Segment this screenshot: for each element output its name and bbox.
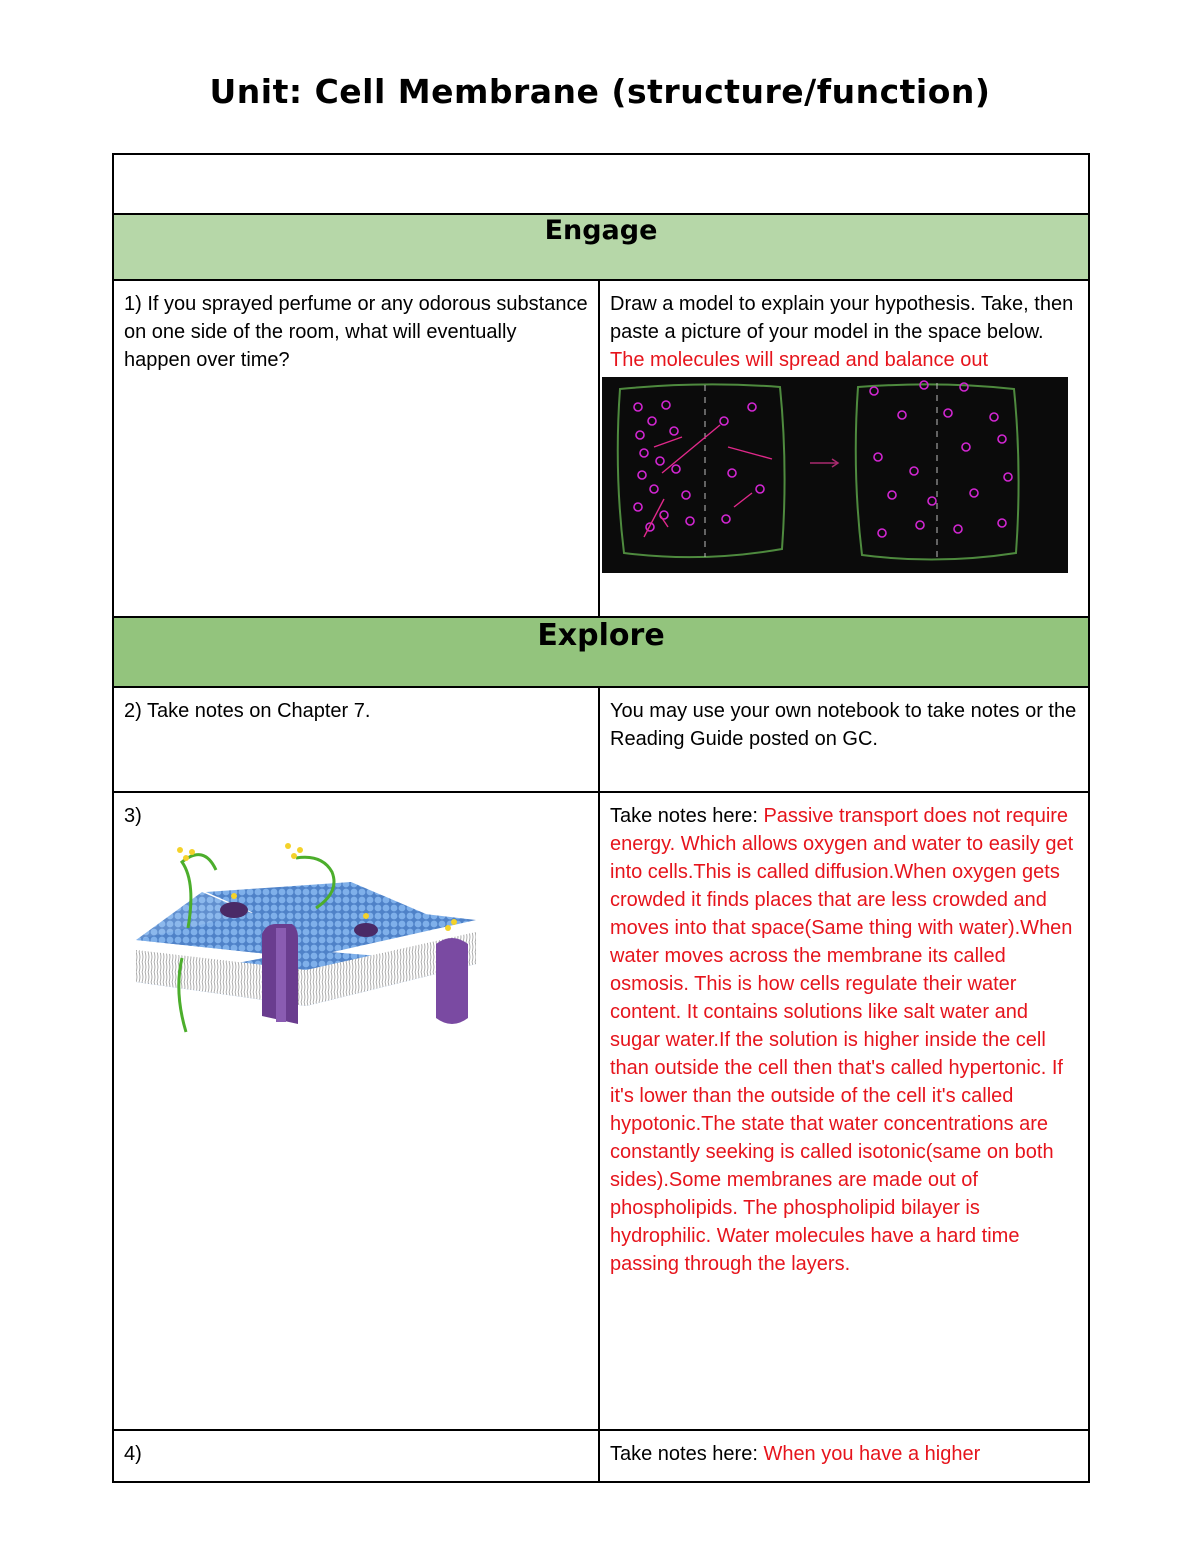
question-3-notes [600, 793, 1088, 1278]
question-4-answer: When you have a higher [763, 1443, 981, 1465]
question-4-row [113, 1430, 1089, 1482]
question-1-prompt-cell[interactable] [113, 280, 599, 617]
diffusion-model-drawing [602, 377, 1068, 573]
worksheet-table [112, 153, 1090, 1483]
question-3-prompt-cell[interactable] [113, 792, 599, 1430]
question-3-instructions: Take notes here: [610, 805, 764, 827]
engage-heading: Engage [113, 214, 1089, 280]
question-1-text: 1) If you sprayed perfume or any odorous substance on one side of the room, what will eventually happen over time? [124, 293, 588, 371]
question-2-instructions: You may use your own notebook to take notes or the Reading Guide posted on GC. [610, 700, 1077, 750]
question-2-text: 2) Take notes on Chapter 7. [124, 700, 371, 722]
question-3-row [113, 792, 1089, 1430]
explore-section-row [113, 617, 1089, 687]
question-1-instructions: Draw a model to explain your hypothesis. Take, then paste a picture of your model in the space below. [610, 293, 1074, 343]
question-4-instructions: Take notes here: [610, 1443, 764, 1465]
question-1-row [113, 280, 1089, 617]
engage-section-row [113, 214, 1089, 280]
question-3-text: 3) [124, 805, 142, 827]
question-2-prompt-cell[interactable] [113, 687, 599, 792]
question-1-response [600, 281, 1088, 374]
cell-membrane-diagram [126, 832, 486, 1052]
question-1-answer: The molecules will spread and balance out [610, 349, 988, 371]
question-2-response-cell[interactable] [599, 687, 1089, 792]
question-4-notes [600, 1431, 1088, 1468]
question-1-response-cell[interactable] [599, 280, 1089, 617]
question-4-prompt-cell[interactable] [113, 1430, 599, 1482]
question-3-response-cell[interactable] [599, 792, 1089, 1430]
blank-header-row [113, 154, 1089, 214]
question-3-answer: Passive transport does not require energy. Which allows oxygen and water to easily get into cells.This is called diffusion.When oxygen gets crowded it finds places that are less crowded and moves into that space(Same thing with water).When water moves across the membrane its called osmosis. This is how cells regulate their water content. It contains solutions like salt water and sugar water.If the solution is higher inside the cell than outside the cell then that's called hypertonic. If it's lower than the outside of the cell it's called hypotonic.The state that water concentrations are constantly seeking is called isotonic(same on both sides).Some membranes are made out of phospholipids. The phospholipid bilayer is hydrophilic. Water molecules have a hard time passing through the layers. [610, 805, 1074, 1275]
explore-heading: Explore [113, 617, 1089, 687]
question-4-response-cell[interactable] [599, 1430, 1089, 1482]
page-title: Unit: Cell Membrane (structure/function) [209, 72, 991, 111]
question-2-row [113, 687, 1089, 792]
question-4-text: 4) [124, 1443, 142, 1465]
blank-cell[interactable] [113, 154, 1089, 214]
